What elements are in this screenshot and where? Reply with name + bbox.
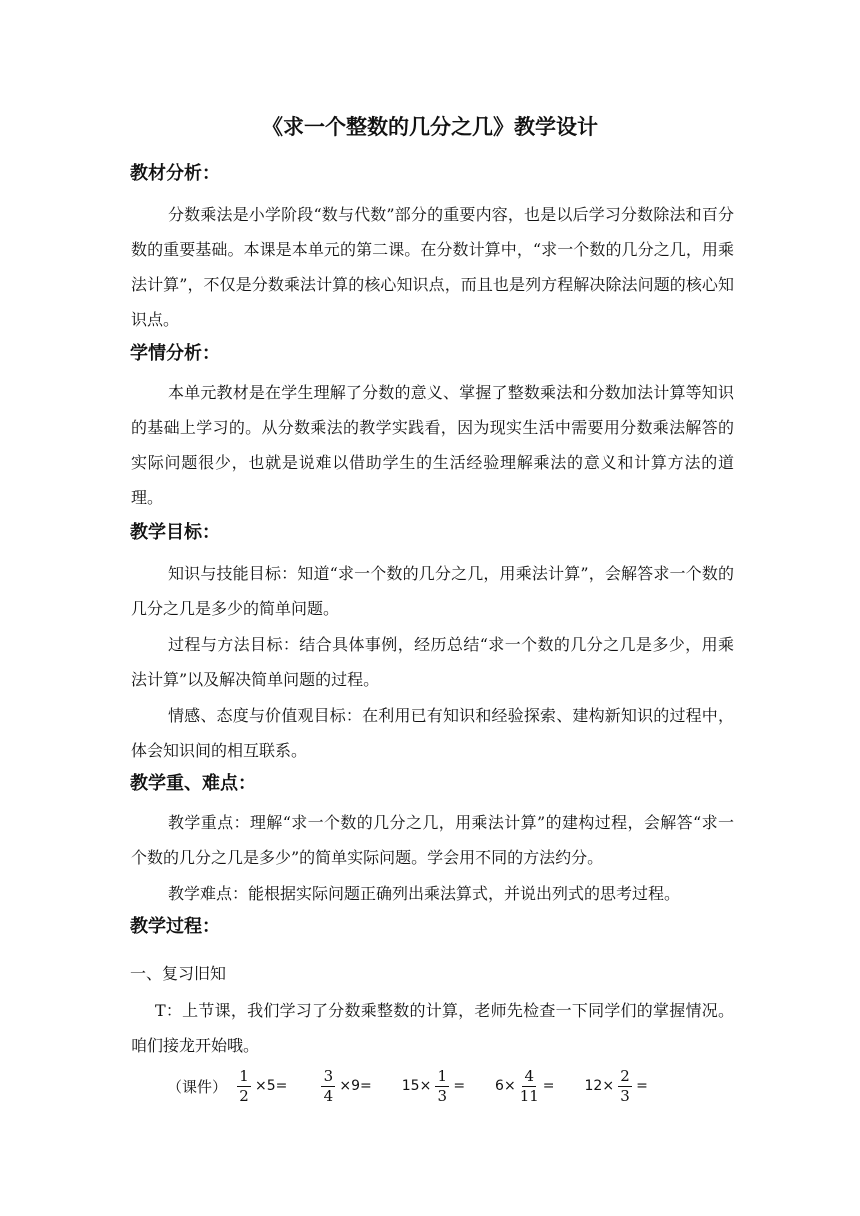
exercise-label-wrap	[167, 1076, 227, 1097]
fraction-numerator: 4	[522, 1067, 536, 1087]
objective-emotion-values: 情感、态度与价值观目标：在利用已有知识和经验探索、建构新知识的过程中，体会知识间的相互联系。	[131, 706, 734, 760]
fraction	[321, 1067, 335, 1106]
exercise-item	[317, 1067, 371, 1106]
exercise-suffix: =	[542, 1078, 555, 1094]
fraction-denominator: 4	[323, 1086, 334, 1105]
exercise-item	[585, 1067, 648, 1106]
fraction-numerator: 3	[321, 1067, 335, 1087]
exercise-item	[233, 1067, 287, 1106]
key-point-difficulty: 教学难点：能根据实际问题正确列出乘法算式，并说出列式的思考过程。	[168, 884, 681, 903]
fraction	[520, 1067, 539, 1106]
fraction-numerator: 1	[237, 1067, 251, 1087]
student-analysis-paragraph: 本单元教材是在学生理解了分数的意义、掌握了整数乘法和分数加法计算等知识的基础上学习的。从分数乘法的教学实践看，因为现实生活中需要用分数乘法解答的实际问题很少，也就是说难以借助学生的生活经验理解乘法的意义和计算方法的道理。	[131, 383, 734, 507]
fraction-denominator: 3	[620, 1086, 630, 1105]
exercise-prefix: 6×	[495, 1078, 516, 1094]
exercise-suffix: ×9=	[339, 1078, 372, 1094]
process-step-review: 一、复习旧知	[130, 964, 227, 983]
exercise-prefix: 12×	[584, 1078, 615, 1094]
textbook-analysis-paragraph: 分数乘法是小学阶段“数与代数”部分的重要内容，也是以后学习分数除法和百分数的重要基础。本课是本单元的第二课。在分数计算中，“求一个数的几分之几，用乘法计算”，不仅是分数乘法计算的核心知识点，而且也是列方程解决除法问题的核心知识点。	[131, 205, 734, 329]
fraction-numerator: 2	[618, 1067, 632, 1087]
exercise-label: （课件）	[167, 1077, 228, 1096]
teacher-line: T：上节课，我们学习了分数乘整数的计算，老师先检查一下同学们的掌握情况。咱们接龙开始哦。	[131, 1001, 734, 1055]
fraction	[237, 1067, 251, 1106]
exercise-suffix: =	[636, 1078, 648, 1094]
objectives-heading: 教学目标：	[130, 522, 220, 543]
key-points-heading: 教学重、难点：	[130, 773, 256, 794]
fraction-denominator: 3	[437, 1086, 448, 1105]
key-point-focus: 教学重点：理解“求一个数的几分之几，用乘法计算”的建构过程，会解答“求一个数的几分之几是多少”的简单实际问题。学会用不同的方法约分。	[131, 813, 734, 867]
exercise-prefix: 15×	[401, 1078, 432, 1094]
fraction-denominator: 11	[519, 1086, 539, 1105]
fraction	[435, 1067, 449, 1106]
exercise-row	[167, 1061, 648, 1111]
objective-process-method: 过程与方法目标：结合具体事例，经历总结“求一个数的几分之几是多少，用乘法计算”以及解决简单问题的过程。	[131, 635, 734, 689]
textbook-analysis-heading: 教材分析：	[130, 163, 220, 184]
document-title: 《求一个整数的几分之几》教学设计	[262, 115, 598, 139]
process-heading: 教学过程：	[130, 916, 220, 937]
fraction-denominator: 2	[239, 1086, 249, 1105]
student-analysis-heading: 学情分析：	[130, 343, 220, 364]
exercise-suffix: =	[453, 1078, 466, 1094]
objective-knowledge-skills: 知识与技能目标：知道“求一个数的几分之几，用乘法计算”，会解答求一个数的几分之几是多少的简单问题。	[131, 564, 734, 618]
exercise-suffix: ×5=	[255, 1078, 288, 1094]
exercise-item	[402, 1067, 465, 1106]
fraction-numerator: 1	[435, 1067, 449, 1087]
fraction	[618, 1067, 632, 1106]
exercise-item	[495, 1067, 554, 1106]
